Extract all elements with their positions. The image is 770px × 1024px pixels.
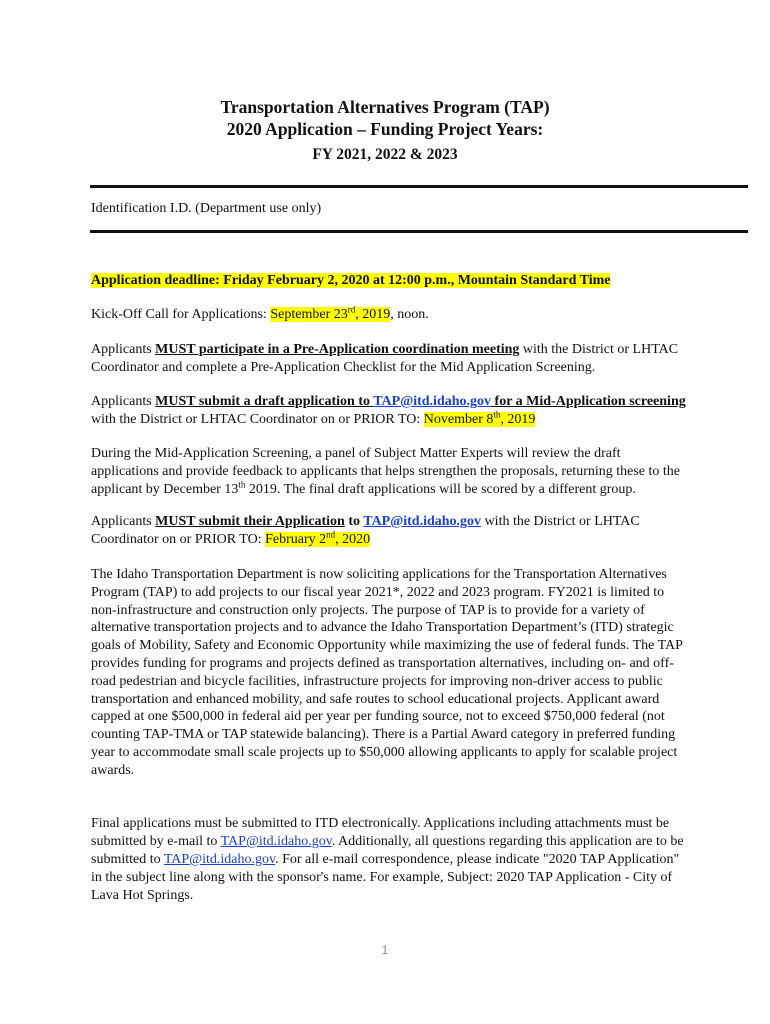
final-date-sup: nd (326, 529, 336, 540)
draft-date (423, 409, 536, 427)
kickoff-date-year: , 2019 (355, 307, 391, 322)
final-submit-paragraph (91, 513, 691, 549)
final-to: to (344, 514, 364, 529)
deadline-paragraph (91, 272, 691, 290)
draft-date-sup: th (493, 409, 501, 420)
electronic-text-1: Final applications must be submitted to ITD electronically. Applications including attachments must be submitted by e-mail to (91, 816, 670, 849)
final-prefix: Applicants (91, 514, 156, 529)
page-number: 1 (381, 943, 389, 957)
draft-requirement-1: MUST submit a draft application to (155, 394, 374, 409)
draft-date-main: November 8 (423, 412, 494, 427)
kickoff-date (270, 304, 391, 322)
electronic-submission-paragraph (91, 815, 691, 905)
kickoff-paragraph (91, 306, 691, 324)
mid-screening-text-1: During the Mid-Application Screening, a panel of Subject Matter Experts will review the draft applications and provide feedback to applicants that helps strengthen the proposals, returning these to the applicant by December 13 (91, 446, 680, 497)
title-line-3: FY 2021, 2022 & 2023 (312, 146, 458, 163)
final-date-main: February 2 (265, 532, 327, 547)
draft-requirement-2: for a Mid-Application screening (491, 394, 686, 409)
final-requirement: MUST submit their Application (155, 514, 345, 529)
electronic-email-link-1[interactable]: TAP@itd.idaho.gov (220, 834, 332, 849)
draft-paragraph (91, 393, 691, 429)
final-rest: with the District or LHTAC Coordinator on or PRIOR TO: (91, 514, 640, 547)
draft-date-year: , 2019 (500, 412, 536, 427)
pre-app-prefix: Applicants (91, 342, 156, 357)
identification-label: Identification I.D. (Department use only) (91, 201, 322, 216)
pre-application-paragraph (91, 341, 691, 377)
kickoff-suffix: , noon. (390, 307, 429, 322)
kickoff-date-main: September 23 (270, 307, 348, 322)
pre-app-requirement: MUST participate in a Pre-Application coordination meeting (155, 342, 520, 357)
soliciting-paragraph: The Idaho Transportation Department is now soliciting applications for the Transportation Alternatives Program (TAP) to add projects to our fiscal year 2021*, 2022 and 2023 program. FY2021 is limited to non-infrastructure and construction only projects. The purpose of TAP is to provide for a variety of alternative transportation projects and to advance the Idaho Transportation Department’s (ITD) strategic goals of Mobility, Safety and Economic Opportunity while maximizing the use of federal funds. The TAP provides funding for programs and projects defined as transportation alternatives, including on- and off-road pedestrian and bicycle facilities, infrastructure projects for improving non-driver access to public transportation and enhanced mobility, and safe routes to school educational projects. Applicant award capped at one $500,000 in federal aid per year per funding source, not to exceed $750,000 federal (not counting TAP-TMA or TAP statewide balancing). There is a Partial Award category in preferred funding year to accommodate small scale projects up to $50,000 allowing applicants to apply for scalable project awards. (91, 567, 683, 778)
electronic-email-link-2[interactable]: TAP@itd.idaho.gov (163, 852, 276, 867)
kickoff-date-sup: rd (347, 304, 356, 315)
electronic-text-3: . For all e-mail correspondence, please indicate "2020 TAP Application" in the subject line along with the sponsor's name. For example, Subject: 2020 TAP Application - City of Lava Hot Springs. (91, 852, 680, 903)
deadline-text: Application deadline: Friday February 2, 2020 at 12:00 p.m., Mountain Standard Time (91, 273, 611, 288)
draft-rest: with the District or LHTAC Coordinator on or PRIOR TO: (91, 412, 424, 427)
electronic-text-2: . Additionally, all questions regarding this application are to be submitted to (91, 834, 684, 867)
mid-screening-text-2: 2019. The final draft applications will be scored by a different group. (245, 482, 636, 497)
mid-screening-sup: th (238, 479, 246, 490)
final-email-link[interactable]: TAP@itd.idaho.gov (363, 514, 482, 529)
title-line-2: 2020 Application – Funding Project Years: (226, 119, 544, 139)
final-date-year: , 2020 (335, 532, 371, 547)
draft-email-link[interactable]: TAP@itd.idaho.gov (373, 394, 492, 409)
kickoff-label: Kick-Off Call for Applications: (91, 307, 271, 322)
title-line-1: Transportation Alternatives Program (TAP) (220, 97, 550, 117)
mid-screening-paragraph (91, 445, 691, 499)
bottom-rule (90, 230, 748, 233)
top-rule (90, 185, 748, 188)
draft-prefix: Applicants (91, 394, 156, 409)
final-date (265, 529, 371, 547)
pre-app-rest: with the District or LHTAC Coordinator and complete a Pre-Application Checklist for the Mid Application Screening. (91, 342, 679, 375)
